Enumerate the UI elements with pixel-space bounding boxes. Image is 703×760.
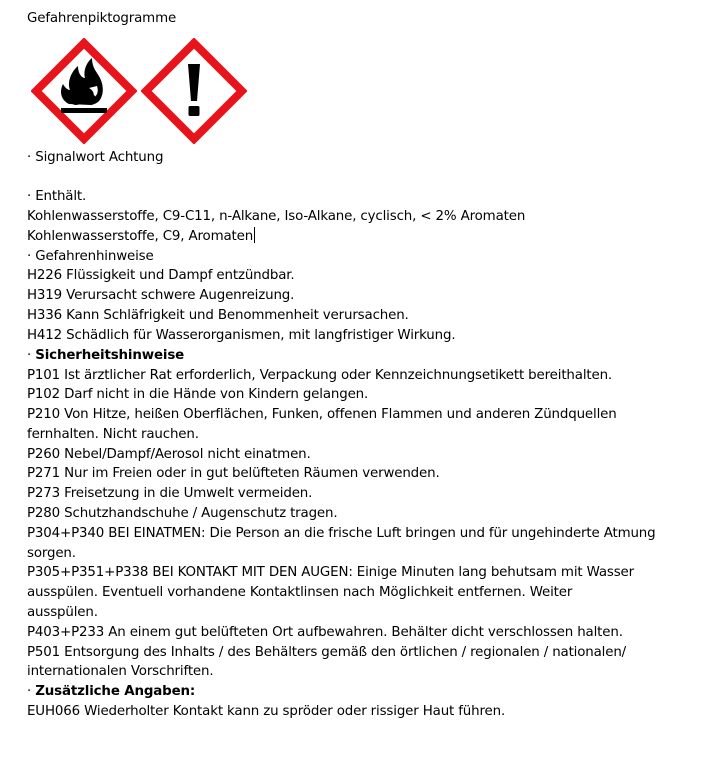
contains-heading: · Enthält. — [27, 189, 87, 204]
precautionary-statement-continued: fernhalten. Nicht rauchen. — [27, 427, 199, 442]
signal-word: · Signalwort Achtung — [27, 150, 164, 165]
hazard-statement: H412 Schädlich für Wasserorganismen, mit langfristiger Wirkung. — [27, 328, 456, 343]
ingredient-line-text: Kohlenwasserstoffe, C9, Aromaten — [27, 229, 254, 244]
precautionary-statement-continued: internationalen Vorschriften. — [27, 664, 214, 679]
flame-icon — [31, 38, 137, 144]
heading-bullet: · — [27, 684, 36, 699]
heading-bullet: · — [27, 348, 36, 363]
ingredient-line: Kohlenwasserstoffe, C9-C11, n-Alkane, Iso-Alkane, cyclisch, < 2% Aromaten — [27, 209, 526, 224]
ingredient-line-with-cursor — [27, 227, 255, 247]
text-cursor — [254, 227, 255, 243]
hazard-statement: H319 Verursacht schwere Augenreizung. — [27, 288, 295, 303]
additional-statement: EUH066 Wiederholter Kontakt kann zu spröder oder rissiger Haut führen. — [27, 704, 506, 719]
precautionary-statement: P501 Entsorgung des Inhalts / des Behälters gemäß den örtlichen / regionalen / nationalen/ — [27, 645, 627, 660]
exclamation-icon — [141, 38, 247, 144]
precautionary-statement: P271 Nur im Freien oder in gut belüfteten Räumen verwenden. — [27, 466, 440, 481]
hazard-statement: H336 Kann Schläfrigkeit und Benommenheit verursachen. — [27, 308, 409, 323]
precautionary-statement: P273 Freisetzung in die Umwelt vermeiden. — [27, 486, 313, 501]
precautionary-statement: P210 Von Hitze, heißen Oberflächen, Funken, offenen Flammen und anderen Zündquellen — [27, 407, 617, 422]
precautionary-statement: P260 Nebel/Dampf/Aerosol nicht einatmen. — [27, 447, 311, 462]
precautionary-statement: P305+P351+P338 BEI KONTAKT MIT DEN AUGEN: Einige Minuten lang behutsam mit Wasser — [27, 565, 634, 580]
precautionary-statement: P280 Schutzhandschuhe / Augenschutz tragen. — [27, 506, 338, 521]
hazard-statements-heading: · Gefahrenhinweise — [27, 249, 154, 264]
hazard-statement: H226 Flüssigkeit und Dampf entzündbar. — [27, 268, 295, 283]
precautionary-statement: P101 Ist ärztlicher Rat erforderlich, Verpackung oder Kennzeichnungsetikett bereithalten. — [27, 368, 613, 383]
section-title: Gefahrenpiktogramme — [27, 11, 177, 26]
precautionary-statement-continued: sorgen. — [27, 546, 76, 561]
heading-text: Zusätzliche Angaben: — [35, 684, 196, 699]
heading-text: Sicherheitshinweise — [35, 348, 185, 363]
precautionary-statement: P304+P340 BEI EINATMEN: Die Person an die frische Luft bringen und für ungehinderte Atmung — [27, 526, 656, 541]
precautionary-statement: P102 Darf nicht in die Hände von Kindern gelangen. — [27, 387, 369, 402]
precautionary-statement-continued: ausspülen. — [27, 605, 98, 620]
precautionary-statement-continued: ausspülen. Eventuell vorhandene Kontaktlinsen nach Möglichkeit entfernen. Weiter — [27, 585, 573, 600]
additional-info-heading — [27, 682, 195, 702]
precautionary-statements-heading — [27, 346, 184, 366]
precautionary-statement: P403+P233 An einem gut belüfteten Ort aufbewahren. Behälter dicht verschlossen halten. — [27, 625, 623, 640]
